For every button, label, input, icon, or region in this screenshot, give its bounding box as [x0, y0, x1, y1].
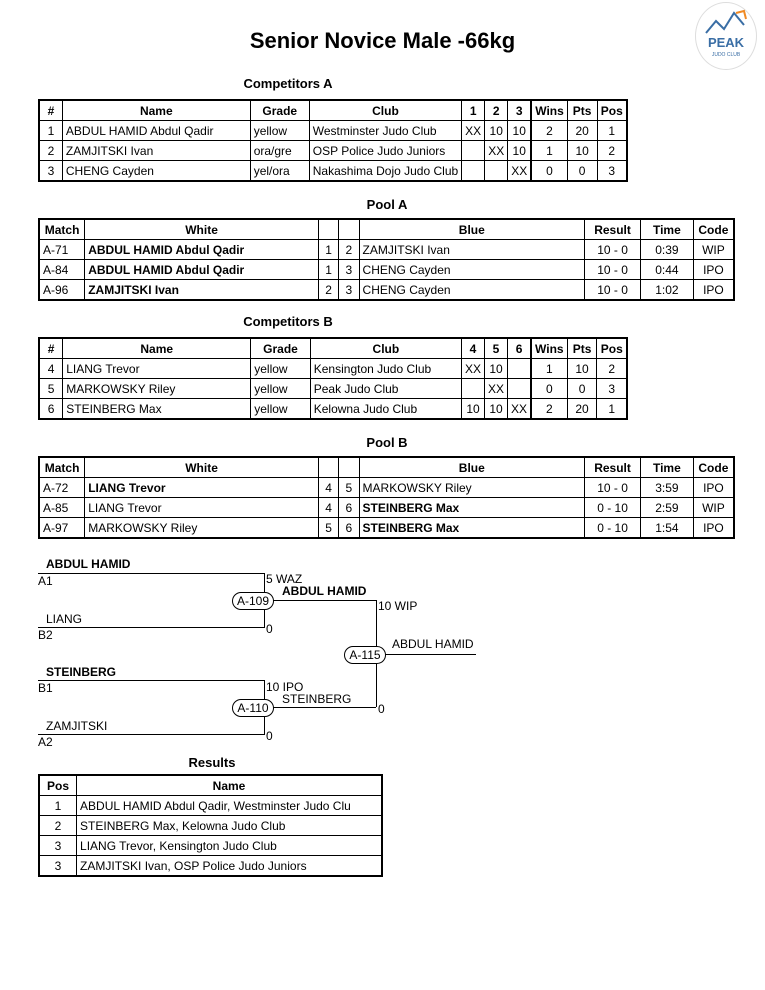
table-cell: 10 - 0 — [585, 260, 641, 280]
table-cell: Nakashima Dojo Judo Club — [309, 161, 461, 182]
column-header: Pts — [567, 100, 597, 121]
bracket-line — [264, 600, 376, 601]
table-cell: 10 — [508, 141, 532, 161]
table-cell: A-85 — [39, 498, 85, 518]
table-cell — [508, 359, 532, 379]
competitors-a-heading: Competitors A — [243, 76, 333, 91]
table-cell: LIANG Trevor — [85, 478, 319, 498]
table-row — [39, 260, 734, 280]
table-cell: 1 — [531, 359, 567, 379]
table-cell: 2 — [318, 280, 338, 301]
bracket-final-bot-score: 0 — [378, 702, 385, 716]
table-cell: A-84 — [39, 260, 85, 280]
table-cell: Westminster Judo Club — [309, 121, 461, 141]
bracket-m1-bot-score: 0 — [266, 622, 273, 636]
column-header: Name — [77, 775, 382, 796]
table-cell: 4 — [318, 498, 338, 518]
table-cell: XX — [508, 399, 532, 420]
table-cell: CHENG Cayden — [62, 161, 250, 182]
svg-text:JUDO CLUB: JUDO CLUB — [711, 52, 741, 58]
column-header: 4 — [462, 338, 485, 359]
bracket-m1-top-seed: A1 — [38, 574, 53, 588]
table-row — [39, 478, 734, 498]
column-header: Club — [310, 338, 461, 359]
result-name: LIANG Trevor, Kensington Judo Club — [77, 836, 382, 856]
result-pos: 3 — [39, 856, 77, 877]
column-header: 2 — [485, 100, 508, 121]
table-cell: 0 — [531, 379, 567, 399]
column-header: Result — [585, 219, 641, 240]
table-cell: 10 — [485, 399, 508, 420]
column-header: Blue — [359, 457, 585, 478]
bracket-m1-top-score: 5 WAZ — [266, 572, 303, 586]
bracket-final-top-score: 10 WIP — [378, 599, 418, 613]
table-cell: Kensington Judo Club — [310, 359, 461, 379]
column-header: Wins — [531, 338, 567, 359]
column-header: Pos — [39, 775, 77, 796]
column-header: White — [85, 219, 319, 240]
bracket-m2-top-seed: B1 — [38, 681, 53, 695]
bracket-line — [38, 734, 264, 735]
table-cell: 2:59 — [640, 498, 693, 518]
bracket-m2-top-score: 10 IPO — [266, 680, 304, 694]
table-cell: XX — [485, 141, 508, 161]
table-cell: ora/gre — [250, 141, 309, 161]
table-cell: 1:02 — [640, 280, 693, 301]
table-cell: 2 — [531, 121, 567, 141]
table-cell: ZAMJITSKI Ivan — [359, 240, 585, 260]
bracket-final-winner: ABDUL HAMID — [392, 637, 474, 651]
table-row — [39, 836, 382, 856]
table-cell: Kelowna Judo Club — [310, 399, 461, 420]
result-name: ZAMJITSKI Ivan, OSP Police Judo Juniors — [77, 856, 382, 877]
table-row — [39, 518, 734, 539]
result-pos: 3 — [39, 836, 77, 856]
bracket-m1-bot-name: LIANG — [46, 612, 83, 626]
table-cell: MARKOWSKY Riley — [359, 478, 585, 498]
table-cell: 3 — [597, 379, 627, 399]
table-cell: ZAMJITSKI Ivan — [62, 141, 250, 161]
column-header: Time — [640, 457, 693, 478]
table-cell: 3 — [339, 260, 359, 280]
bracket-m2-label: A-110 — [232, 699, 274, 717]
table-cell: 2 — [39, 141, 62, 161]
column-header: Grade — [251, 338, 311, 359]
column-header: Code — [693, 219, 734, 240]
table-cell: 3 — [597, 161, 627, 182]
table-cell: 20 — [567, 399, 597, 420]
competitors-b-heading: Competitors B — [243, 314, 333, 329]
table-cell: MARKOWSKY Riley — [63, 379, 251, 399]
result-name: ABDUL HAMID Abdul Qadir, Westminster Judo Clu — [77, 796, 382, 816]
competitors-a-table — [38, 99, 628, 182]
bracket-line — [264, 707, 376, 708]
svg-text:PEAK: PEAK — [707, 35, 745, 50]
bracket-line — [376, 654, 476, 655]
bracket-line — [38, 573, 264, 574]
table-cell: 5 — [318, 518, 338, 539]
table-cell: 0 - 10 — [585, 518, 641, 539]
table-cell: 0 - 10 — [585, 498, 641, 518]
table-cell: 1:54 — [640, 518, 693, 539]
table-cell: 1 — [597, 121, 627, 141]
results-table — [38, 774, 383, 877]
table-cell: ABDUL HAMID Abdul Qadir — [85, 240, 319, 260]
bracket-m1-winner: ABDUL HAMID — [282, 584, 367, 598]
bracket-m2-winner: STEINBERG — [282, 692, 352, 706]
table-cell: XX — [462, 121, 485, 141]
table-cell: IPO — [693, 478, 734, 498]
table-row — [39, 280, 734, 301]
table-row — [39, 379, 627, 399]
table-cell: WIP — [693, 240, 734, 260]
table-cell: 10 — [567, 359, 597, 379]
table-header-row — [39, 457, 734, 478]
table-cell: 4 — [318, 478, 338, 498]
table-cell: yel/ora — [250, 161, 309, 182]
table-cell: 2 — [531, 399, 567, 420]
column-header: White — [85, 457, 319, 478]
column-header: Name — [62, 100, 250, 121]
column-header: Pos — [597, 338, 627, 359]
table-cell: 0:39 — [640, 240, 693, 260]
table-header-row — [39, 219, 734, 240]
bracket-m2-bot-score: 0 — [266, 729, 273, 743]
table-cell: 10 — [462, 399, 485, 420]
page-title: Senior Novice Male -66kg — [249, 28, 516, 53]
table-cell — [508, 379, 532, 399]
column-header: Blue — [359, 219, 585, 240]
table-cell: IPO — [693, 518, 734, 539]
table-row — [39, 498, 734, 518]
table-cell: LIANG Trevor — [63, 359, 251, 379]
column-header — [318, 457, 338, 478]
bracket-line — [38, 627, 264, 628]
table-cell: XX — [462, 359, 485, 379]
table-cell: IPO — [693, 260, 734, 280]
table-cell: MARKOWSKY Riley — [85, 518, 319, 539]
table-cell: STEINBERG Max — [63, 399, 251, 420]
column-header — [318, 219, 338, 240]
result-name: STEINBERG Max, Kelowna Judo Club — [77, 816, 382, 836]
table-cell: 0 — [531, 161, 567, 182]
table-cell: 1 — [531, 141, 567, 161]
table-cell: XX — [485, 379, 508, 399]
column-header: 1 — [462, 100, 485, 121]
table-cell: OSP Police Judo Juniors — [309, 141, 461, 161]
column-header: Code — [693, 457, 734, 478]
bracket-m2-top-name: STEINBERG — [46, 665, 117, 679]
table-cell: yellow — [250, 121, 309, 141]
table-cell: 20 — [567, 121, 597, 141]
table-cell — [462, 161, 485, 182]
table-cell: 0 — [567, 161, 597, 182]
result-pos: 2 — [39, 816, 77, 836]
table-cell: IPO — [693, 280, 734, 301]
table-cell: 6 — [39, 399, 63, 420]
table-header-row — [39, 338, 627, 359]
table-row — [39, 240, 734, 260]
result-pos: 1 — [39, 796, 77, 816]
competitors-b-table — [38, 337, 628, 420]
table-cell — [462, 141, 485, 161]
table-cell: 1 — [318, 260, 338, 280]
bracket-line — [38, 680, 264, 681]
table-cell: 1 — [597, 399, 627, 420]
table-cell: WIP — [693, 498, 734, 518]
pool-b-heading: Pool B — [366, 435, 408, 450]
bracket-final-label: A-115 — [344, 646, 386, 664]
table-cell: 3:59 — [640, 478, 693, 498]
table-cell — [485, 161, 508, 182]
table-cell: yellow — [251, 399, 311, 420]
table-cell: 10 - 0 — [585, 478, 641, 498]
table-cell: A-72 — [39, 478, 85, 498]
table-cell: 3 — [39, 161, 62, 182]
column-header: Name — [63, 338, 251, 359]
table-row — [39, 796, 382, 816]
table-cell: Peak Judo Club — [310, 379, 461, 399]
table-cell: CHENG Cayden — [359, 280, 585, 301]
table-cell: 2 — [597, 359, 627, 379]
column-header: Pos — [597, 100, 627, 121]
column-header: Result — [585, 457, 641, 478]
table-cell: yellow — [251, 359, 311, 379]
table-cell — [462, 379, 485, 399]
table-cell: LIANG Trevor — [85, 498, 319, 518]
table-cell: 0:44 — [640, 260, 693, 280]
table-row — [39, 399, 627, 420]
table-row — [39, 856, 382, 877]
table-row — [39, 141, 627, 161]
table-cell: 10 - 0 — [585, 240, 641, 260]
column-header: 3 — [508, 100, 532, 121]
table-header-row — [39, 775, 382, 796]
table-cell: 6 — [339, 518, 359, 539]
table-cell: yellow — [251, 379, 311, 399]
table-cell: 2 — [597, 141, 627, 161]
column-header: 6 — [508, 338, 532, 359]
table-cell: 3 — [339, 280, 359, 301]
table-cell: A-96 — [39, 280, 85, 301]
pool-a-table — [38, 218, 735, 301]
table-header-row — [39, 100, 627, 121]
column-header: Match — [39, 219, 85, 240]
table-cell: 2 — [339, 240, 359, 260]
table-cell: 5 — [339, 478, 359, 498]
column-header — [339, 457, 359, 478]
column-header: Wins — [531, 100, 567, 121]
table-cell: ABDUL HAMID Abdul Qadir — [62, 121, 250, 141]
table-cell: 10 — [508, 121, 532, 141]
table-row — [39, 359, 627, 379]
table-cell: 5 — [39, 379, 63, 399]
column-header: Time — [640, 219, 693, 240]
pool-b-table — [38, 456, 735, 539]
column-header: 5 — [485, 338, 508, 359]
bracket-m2-bot-name: ZAMJITSKI — [46, 719, 108, 733]
table-row — [39, 161, 627, 182]
bracket-m2-bot-seed: A2 — [38, 735, 53, 749]
table-cell: 4 — [39, 359, 63, 379]
table-cell: 1 — [39, 121, 62, 141]
table-cell: A-71 — [39, 240, 85, 260]
table-cell: CHENG Cayden — [359, 260, 585, 280]
table-cell: 6 — [339, 498, 359, 518]
table-cell: XX — [508, 161, 532, 182]
table-cell: STEINBERG Max — [359, 518, 585, 539]
table-row — [39, 816, 382, 836]
column-header: Match — [39, 457, 85, 478]
column-header: # — [39, 338, 63, 359]
results-heading: Results — [188, 755, 236, 770]
table-cell: A-97 — [39, 518, 85, 539]
table-row — [39, 121, 627, 141]
column-header: # — [39, 100, 62, 121]
table-cell: 1 — [318, 240, 338, 260]
column-header: Club — [309, 100, 461, 121]
pool-a-heading: Pool A — [366, 197, 408, 212]
bracket-m1-bot-seed: B2 — [38, 628, 53, 642]
table-cell: 10 — [485, 121, 508, 141]
table-cell: 10 — [567, 141, 597, 161]
table-cell: 10 - 0 — [585, 280, 641, 301]
bracket-m1-label: A-109 — [232, 592, 274, 610]
table-cell: ABDUL HAMID Abdul Qadir — [85, 260, 319, 280]
column-header — [339, 219, 359, 240]
column-header: Grade — [250, 100, 309, 121]
table-cell: STEINBERG Max — [359, 498, 585, 518]
bracket-m1-top-name: ABDUL HAMID — [46, 557, 131, 571]
table-cell: 0 — [567, 379, 597, 399]
table-cell: ZAMJITSKI Ivan — [85, 280, 319, 301]
table-cell: 10 — [485, 359, 508, 379]
column-header: Pts — [567, 338, 597, 359]
